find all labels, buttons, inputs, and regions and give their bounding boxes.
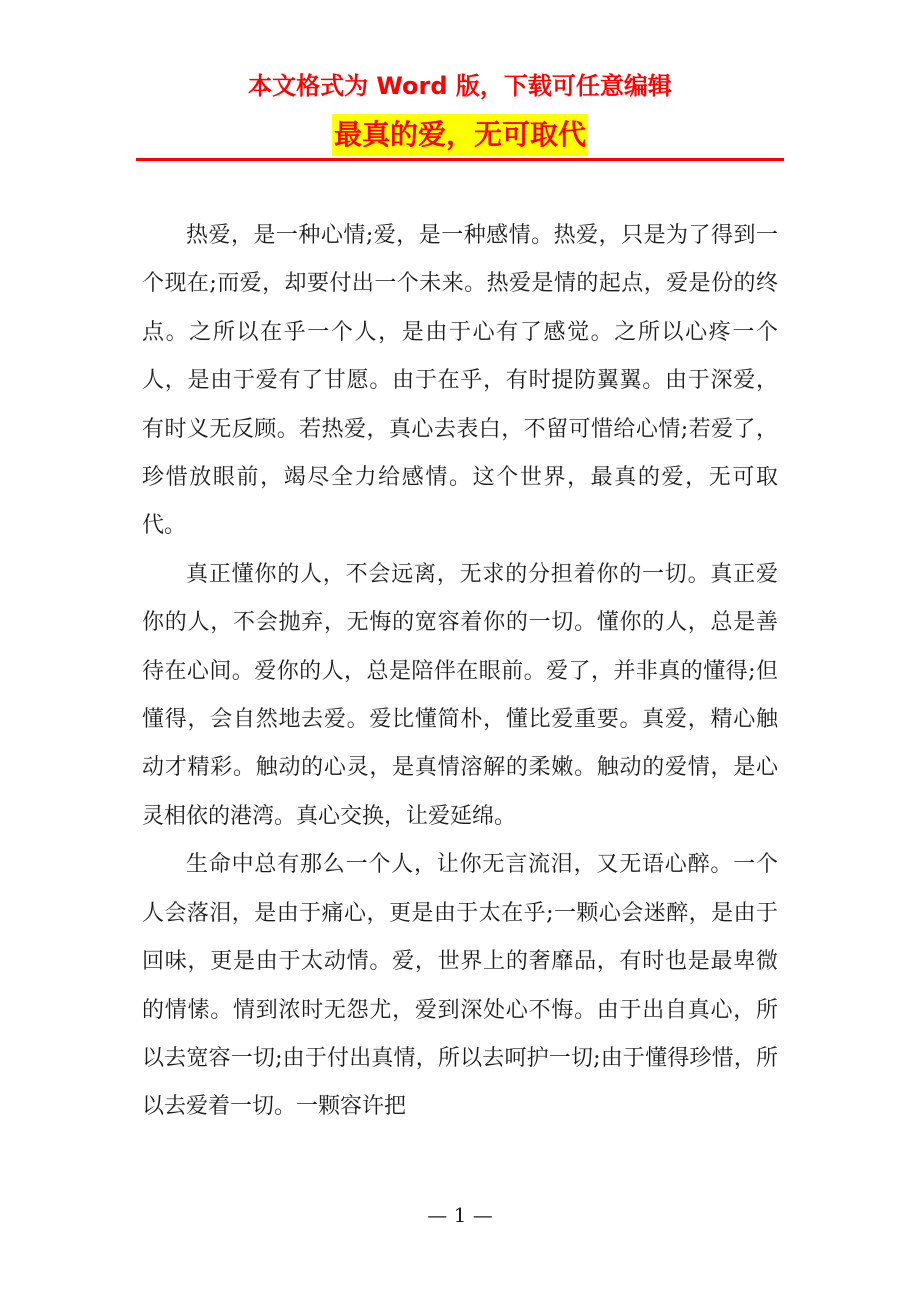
paragraph-3: 生命中总有那么一个人，让你无言流泪，又无语心醉。一个人会落泪，是由于痛心，更是由于太在乎;一颗心会迷醉，是由于回味，更是由于太动情。爱，世界上的奢靡品，有时也是最卑微的情愫。情到浓时无怨尤，爱到深处心不悔。由于出自真心，所以去宽容一切;由于付出真情，所以去呵护一切;由于懂得珍惜，所以去爱着一切。一颗容许把 <box>142 852 778 1120</box>
article-body <box>142 212 778 1132</box>
title-underline <box>136 158 784 161</box>
paragraph-1: 热爱，是一种心情;爱，是一种感情。热爱，只是为了得到一个现在;而爱，却要付出一个未来。热爱是情的起点，爱是份的终点。之所以在乎一个人，是由于心有了感觉。之所以心疼一个人，是由于爱有了甘愿。由于在乎，有时提防翼翼。由于深爱，有时义无反顾。若热爱，真心去表白，不留可惜给心情;若爱了，珍惜放眼前，竭尽全力给感情。这个世界，最真的爱，无可取代。 <box>142 223 778 539</box>
page-number: — 1 — <box>427 1203 493 1227</box>
document-title: 最真的爱，无可取代 <box>332 114 588 156</box>
format-notice: 本文格式为 Word 版，下载可任意编辑 <box>248 72 672 100</box>
title-container <box>0 114 920 156</box>
paragraph-2: 真正懂你的人，不会远离，无求的分担着你的一切。真正爱你的人，不会抛弃，无悔的宽容着你的一切。懂你的人，总是善待在心间。爱你的人，总是陪伴在眼前。爱了，并非真的懂得;但懂得，会自然地去爱。爱比懂简朴，懂比爱重要。真爱，精心触动才精彩。触动的心灵，是真情溶解的柔嫩。触动的爱情，是心灵相依的港湾。真心交换，让爱延绵。 <box>142 561 778 829</box>
